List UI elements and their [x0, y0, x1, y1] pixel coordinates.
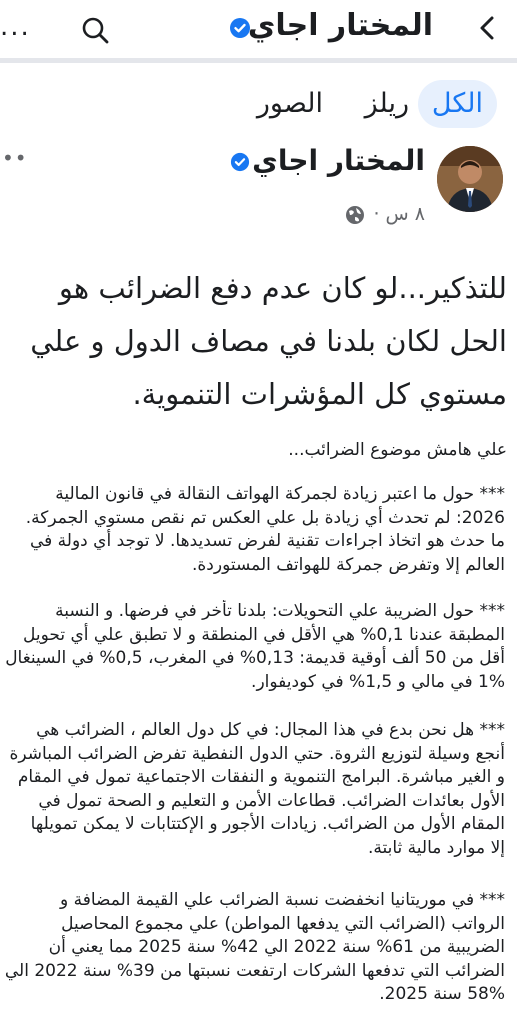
post-header — [0, 140, 517, 240]
post-headline: للتذكير...لو كان عدم دفع الضرائب هو الحل لكان بلدنا في مصاف الدول و علي مستوي كل المؤشرات التنموية. — [30, 271, 507, 411]
globe-icon — [345, 205, 365, 225]
post-meta — [345, 203, 425, 225]
post-more-icon[interactable]: •• — [2, 146, 28, 170]
post-paragraph: *** في موريتانيا انخفضت نسبة الضرائب علي القيمة المضافة و الرواتب (الضرائب التي يدفعها المواطن) علي مجموع المحاصيل الضريبية من 61% سنة 2022 الي 42% سنة 2025 مما يعني أن الضرائب التي تدفعها الشركات ارتفعت نسبتها من 39% سنة 2022 الي 58% سنة 2025. — [4, 890, 505, 1004]
search-icon[interactable] — [80, 15, 110, 45]
filter-tabs — [0, 80, 517, 130]
chevron-left-icon[interactable] — [473, 13, 503, 43]
tab-all[interactable]: الكل — [418, 80, 497, 128]
tab-photos[interactable]: الصور — [256, 88, 323, 119]
post-note: علي هامش موضوع الضرائب... — [288, 440, 507, 460]
post-paragraph: *** حول الضريبة علي التحويلات: بلدنا تأخر في فرضها. و النسبة المطبقة عندنا 0,1% هي الأقل في المنطقة و لا تطبق علي أي تحويل أقل من 50 ألف أوقية قديمة: 0,13% في المغرب، 0,5% في السينغال 1% في مالي و 1,5% في كوديفوار. — [5, 601, 505, 692]
header-divider — [0, 58, 517, 63]
post-author[interactable]: المختار اجاي — [252, 144, 425, 177]
top-bar — [0, 0, 517, 58]
post-paragraph: *** هل نحن بدع في هذا المجال: في كل دول العالم ، الضرائب هي أنجع وسيلة لتوزيع الثروة. حتي الدول النفطية تفرض الضرائب المباشرة و الغير مباشرة. البرامج التنموية و النفقات الاجتماعية تمول في المقام الأول بعائدات الضرائب. قطاعات الأمن و التعليم و الصحة تمول في المقام الأول من الضرائب. زيادات الأجور و الإكتتابات لا يمكن تمويلها إلا موارد مالية ثابتة. — [9, 720, 505, 858]
verified-badge-icon — [230, 152, 250, 172]
more-options-icon[interactable]: ... — [0, 12, 31, 42]
avatar[interactable] — [437, 146, 503, 212]
profile-photo — [437, 146, 503, 212]
post-paragraph: *** حول ما اعتبر زيادة لجمركة الهواتف النقالة في قانون المالية 2026: لم تحدث أي زيادة بل علي العكس تم نقص مستوي الجمركة. ما حدث هو اتخاذ اجراءات تقنية لفرض تسديدها. لا توجد أي دولة في العالم إلا وتفرض جمركة للهواتف المستوردة. — [25, 484, 505, 575]
page-title: المختار اجاي — [247, 8, 433, 43]
tab-reels[interactable]: ريلز — [364, 88, 409, 119]
post-time[interactable]: ٨ س · — [373, 203, 425, 225]
